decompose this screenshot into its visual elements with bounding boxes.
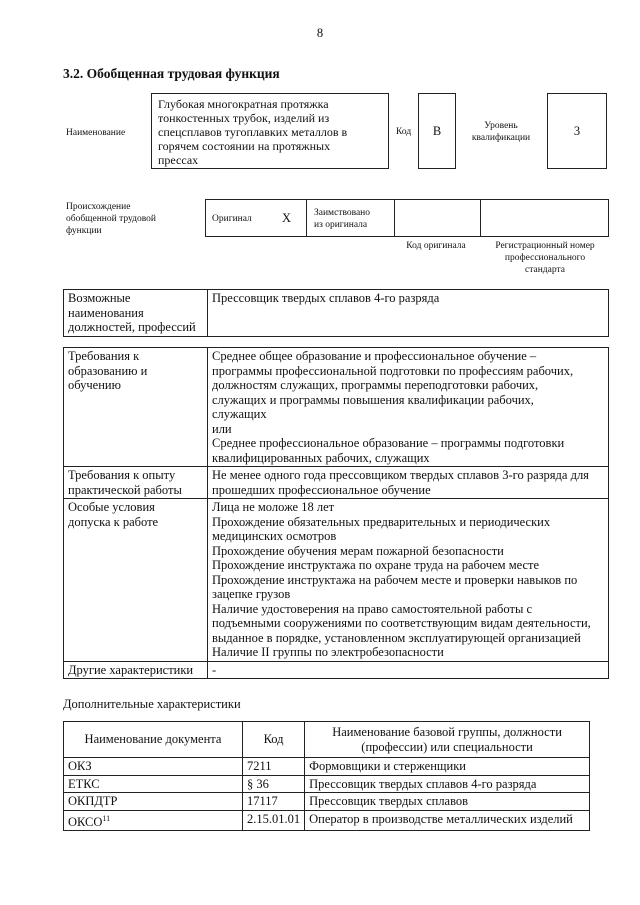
name-box	[151, 93, 389, 169]
original-label: Оригинал	[212, 214, 252, 224]
positions-label: Возможные наименования должностей, профессий	[64, 290, 208, 337]
original-mark: X	[282, 211, 292, 225]
name-label: Наименование	[66, 128, 126, 138]
additional-header-doc: Наименование документа	[64, 722, 243, 758]
requirement-value: -	[208, 661, 609, 679]
requirement-label: Требования к образованию и обучению	[64, 348, 208, 467]
additional-header-name: Наименование базовой группы, должности (профессии) или специальности	[305, 722, 590, 758]
name-cell: Формовщики и стерженщики	[305, 758, 590, 776]
name-cell: Прессовщик твердых сплавов	[305, 793, 590, 811]
level-label: Уровень квалификации	[471, 121, 531, 143]
additional-table	[63, 721, 590, 831]
requirements-table	[63, 347, 609, 679]
table-row	[64, 793, 590, 811]
level-value: 3	[573, 124, 581, 138]
code-box	[418, 93, 456, 169]
positions-value: Прессовщик твердых сплавов 4-го разряда	[208, 290, 609, 337]
origin-divider-3	[480, 200, 481, 236]
table-row	[64, 758, 590, 776]
origin-table	[205, 199, 609, 237]
name-cell: Прессовщик твердых сплавов 4-го разряда	[305, 775, 590, 793]
requirement-label: Другие характеристики	[64, 661, 208, 679]
requirements-row	[64, 661, 609, 679]
table-row	[64, 775, 590, 793]
doc-cell: ОКЗ	[64, 758, 243, 776]
code-label: Код	[396, 127, 412, 137]
requirement-label: Особые условия допуска к работе	[64, 499, 208, 662]
level-box	[547, 93, 607, 169]
borrowed-label: Заимствовано из оригинала	[314, 208, 371, 230]
requirement-value: Среднее общее образование и профессиональное обучение – программы профессиональной подготовки по профессиям рабочих, должностям служащих, программы переподготовки рабочих, служащих и программы повышения квалификации рабочих, служащих или Среднее профессиональное образование – программы подготовки квалифицированных рабочих, служащих	[208, 348, 609, 467]
doc-cell: ОКПДТР	[64, 793, 243, 811]
requirement-value: Не менее одного года прессовщиком твердых сплавов 3-го разряда для прошедших профессиональное обучение	[208, 467, 609, 499]
origin-label: Происхождение обобщенной трудовой функции	[66, 202, 156, 236]
code-original-caption: Код оригинала	[406, 241, 466, 251]
name-value: Глубокая многократная протяжка тонкостенных трубок, изделий из спецсплавов тугоплавких металлов в горячем состоянии на протяжных прессах	[158, 97, 348, 167]
origin-divider-1	[306, 200, 307, 236]
section-title: 3.2. Обобщенная трудовая функция	[63, 66, 280, 81]
page-number: 8	[316, 26, 324, 40]
code-value: B	[432, 124, 442, 138]
requirements-row	[64, 467, 609, 499]
positions-table	[63, 289, 609, 337]
footnote-mark: 11	[102, 813, 111, 823]
doc-text: ОКСО	[68, 814, 103, 829]
code-cell: 2.15.01.01	[243, 810, 305, 831]
table-row	[64, 810, 590, 831]
reg-number-caption: Регистрационный номер профессионального стандарта	[495, 241, 595, 275]
requirements-row	[64, 499, 609, 662]
name-cell: Оператор в производстве металлических изделий	[305, 810, 590, 831]
code-cell: 7211	[243, 758, 305, 776]
additional-title: Дополнительные характеристики	[63, 697, 241, 711]
code-cell: 17117	[243, 793, 305, 811]
doc-cell	[64, 810, 243, 831]
doc-cell: ЕТКС	[64, 775, 243, 793]
requirements-row	[64, 348, 609, 467]
requirement-label: Требования к опыту практической работы	[64, 467, 208, 499]
requirement-value: Лица не моложе 18 лет Прохождение обязательных предварительных и периодических медицинских осмотров Прохождение обучения мерам пожарной безопасности Прохождение инструктажа по охране труда на рабочем месте Прохождение инструктажа на рабочем месте и проверки навыков по зацепке грузов Наличие удостоверения на право самостоятельной работы с подъемными сооружениями по соответствующим видам деятельности, выданное в порядке, установленном эксплуатирующей организацией Наличие II группы по электробезопасности	[208, 499, 609, 662]
code-cell: § 36	[243, 775, 305, 793]
origin-divider-2	[394, 200, 395, 236]
additional-header-code: Код	[243, 722, 305, 758]
